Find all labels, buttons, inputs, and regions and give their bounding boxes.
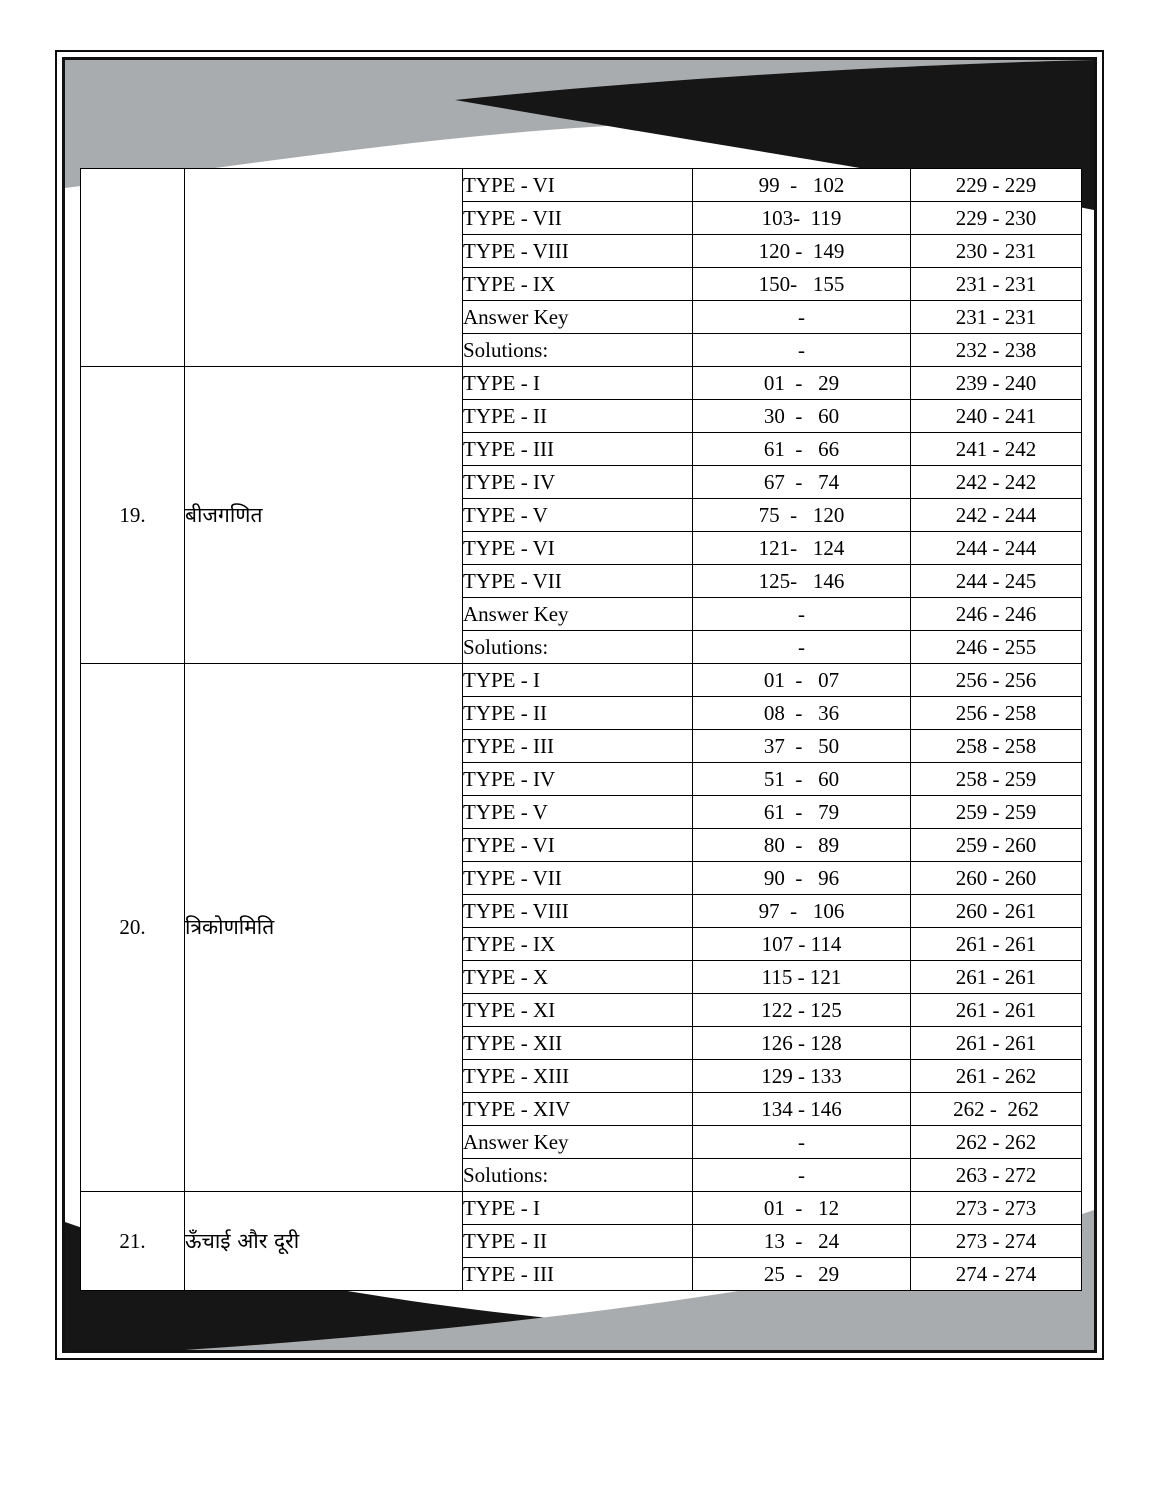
chapter-serial-number: 21. <box>81 1192 185 1291</box>
question-number-range-cell: 120 - 149 <box>693 235 911 268</box>
type-label-cell: TYPE - VI <box>463 829 693 862</box>
question-number-range-cell: 103- 119 <box>693 202 911 235</box>
type-label-cell: TYPE - XIII <box>463 1060 693 1093</box>
page-range-cell: 244 - 245 <box>911 565 1082 598</box>
question-number-range-cell: 67 - 74 <box>693 466 911 499</box>
question-number-range-cell: 61 - 79 <box>693 796 911 829</box>
question-number-range-cell: 121- 124 <box>693 532 911 565</box>
page-range-cell: 259 - 260 <box>911 829 1082 862</box>
page-range-cell: 231 - 231 <box>911 301 1082 334</box>
type-label-cell: TYPE - I <box>463 664 693 697</box>
type-label-cell: TYPE - I <box>463 367 693 400</box>
type-label-cell: TYPE - VIII <box>463 235 693 268</box>
type-label-cell: Answer Key <box>463 598 693 631</box>
question-number-range-cell: 90 - 96 <box>693 862 911 895</box>
question-number-range-cell: - <box>693 598 911 631</box>
question-number-range-cell: 126 - 128 <box>693 1027 911 1060</box>
page-range-cell: 230 - 231 <box>911 235 1082 268</box>
type-label-cell: TYPE - VI <box>463 532 693 565</box>
question-number-range-cell: 51 - 60 <box>693 763 911 796</box>
question-number-range-cell: 08 - 36 <box>693 697 911 730</box>
chapter-name <box>185 169 463 367</box>
page-range-cell: 256 - 258 <box>911 697 1082 730</box>
table-body <box>81 169 1082 1291</box>
type-label-cell: Solutions: <box>463 631 693 664</box>
page-range-cell: 273 - 273 <box>911 1192 1082 1225</box>
page-range-cell: 229 - 230 <box>911 202 1082 235</box>
page-range-cell: 240 - 241 <box>911 400 1082 433</box>
type-label-cell: TYPE - III <box>463 730 693 763</box>
question-number-range-cell: 97 - 106 <box>693 895 911 928</box>
type-label-cell: TYPE - II <box>463 697 693 730</box>
question-number-range-cell: - <box>693 631 911 664</box>
question-number-range-cell: 125- 146 <box>693 565 911 598</box>
question-number-range-cell: 107 - 114 <box>693 928 911 961</box>
question-number-range-cell: 13 - 24 <box>693 1225 911 1258</box>
type-label-cell: TYPE - X <box>463 961 693 994</box>
page-range-cell: 231 - 231 <box>911 268 1082 301</box>
page-range-cell: 260 - 261 <box>911 895 1082 928</box>
type-label-cell: TYPE - V <box>463 796 693 829</box>
type-label-cell: Answer Key <box>463 1126 693 1159</box>
type-label-cell: TYPE - IX <box>463 268 693 301</box>
type-label-cell: Answer Key <box>463 301 693 334</box>
type-label-cell: TYPE - XII <box>463 1027 693 1060</box>
type-label-cell: TYPE - IV <box>463 466 693 499</box>
chapter-serial-number <box>81 169 185 367</box>
question-number-range-cell: 30 - 60 <box>693 400 911 433</box>
type-label-cell: TYPE - VII <box>463 565 693 598</box>
table-row <box>81 169 1082 202</box>
page-range-cell: 258 - 258 <box>911 730 1082 763</box>
question-number-range-cell: 80 - 89 <box>693 829 911 862</box>
type-label-cell: TYPE - V <box>463 499 693 532</box>
question-number-range-cell: 150- 155 <box>693 268 911 301</box>
chapter-serial-number: 20. <box>81 664 185 1192</box>
page-range-cell: 232 - 238 <box>911 334 1082 367</box>
question-number-range-cell: 37 - 50 <box>693 730 911 763</box>
page-range-cell: 262 - 262 <box>911 1126 1082 1159</box>
table-of-contents-table <box>80 168 1082 1291</box>
type-label-cell: TYPE - VII <box>463 202 693 235</box>
question-number-range-cell: 115 - 121 <box>693 961 911 994</box>
page-range-cell: 246 - 255 <box>911 631 1082 664</box>
page-range-cell: 274 - 274 <box>911 1258 1082 1291</box>
page-range-cell: 246 - 246 <box>911 598 1082 631</box>
page-range-cell: 261 - 261 <box>911 928 1082 961</box>
page-range-cell: 261 - 261 <box>911 994 1082 1027</box>
type-label-cell: TYPE - XIV <box>463 1093 693 1126</box>
chapter-serial-number: 19. <box>81 367 185 664</box>
type-label-cell: TYPE - III <box>463 1258 693 1291</box>
page-range-cell: 260 - 260 <box>911 862 1082 895</box>
type-label-cell: Solutions: <box>463 334 693 367</box>
table-row <box>81 1192 1082 1225</box>
page-range-cell: 244 - 244 <box>911 532 1082 565</box>
chapter-name: त्रिकोणमिति <box>185 664 463 1192</box>
page-range-cell: 242 - 244 <box>911 499 1082 532</box>
question-number-range-cell: - <box>693 334 911 367</box>
table-row <box>81 664 1082 697</box>
type-label-cell: Solutions: <box>463 1159 693 1192</box>
type-label-cell: TYPE - VI <box>463 169 693 202</box>
question-number-range-cell: 129 - 133 <box>693 1060 911 1093</box>
page-range-cell: 256 - 256 <box>911 664 1082 697</box>
chapter-name: ऊँचाई और दूरी <box>185 1192 463 1291</box>
question-number-range-cell: - <box>693 301 911 334</box>
type-label-cell: TYPE - II <box>463 1225 693 1258</box>
question-number-range-cell: 122 - 125 <box>693 994 911 1027</box>
page-range-cell: 263 - 272 <box>911 1159 1082 1192</box>
chapter-name: बीजगणित <box>185 367 463 664</box>
page-range-cell: 242 - 242 <box>911 466 1082 499</box>
question-number-range-cell: - <box>693 1126 911 1159</box>
question-number-range-cell: 99 - 102 <box>693 169 911 202</box>
table-row <box>81 367 1082 400</box>
type-label-cell: TYPE - II <box>463 400 693 433</box>
page-range-cell: 261 - 261 <box>911 1027 1082 1060</box>
page-range-cell: 259 - 259 <box>911 796 1082 829</box>
page-range-cell: 239 - 240 <box>911 367 1082 400</box>
page-range-cell: 258 - 259 <box>911 763 1082 796</box>
question-number-range-cell: 01 - 07 <box>693 664 911 697</box>
page-range-cell: 262 - 262 <box>911 1093 1082 1126</box>
question-number-range-cell: 01 - 12 <box>693 1192 911 1225</box>
type-label-cell: TYPE - VIII <box>463 895 693 928</box>
question-number-range-cell: 75 - 120 <box>693 499 911 532</box>
page-range-cell: 241 - 242 <box>911 433 1082 466</box>
type-label-cell: TYPE - XI <box>463 994 693 1027</box>
page-range-cell: 261 - 262 <box>911 1060 1082 1093</box>
type-label-cell: TYPE - VII <box>463 862 693 895</box>
question-number-range-cell: - <box>693 1159 911 1192</box>
question-number-range-cell: 134 - 146 <box>693 1093 911 1126</box>
page-range-cell: 229 - 229 <box>911 169 1082 202</box>
page-range-cell: 261 - 261 <box>911 961 1082 994</box>
type-label-cell: TYPE - I <box>463 1192 693 1225</box>
question-number-range-cell: 01 - 29 <box>693 367 911 400</box>
type-label-cell: TYPE - IX <box>463 928 693 961</box>
type-label-cell: TYPE - IV <box>463 763 693 796</box>
question-number-range-cell: 61 - 66 <box>693 433 911 466</box>
question-number-range-cell: 25 - 29 <box>693 1258 911 1291</box>
type-label-cell: TYPE - III <box>463 433 693 466</box>
page-range-cell: 273 - 274 <box>911 1225 1082 1258</box>
